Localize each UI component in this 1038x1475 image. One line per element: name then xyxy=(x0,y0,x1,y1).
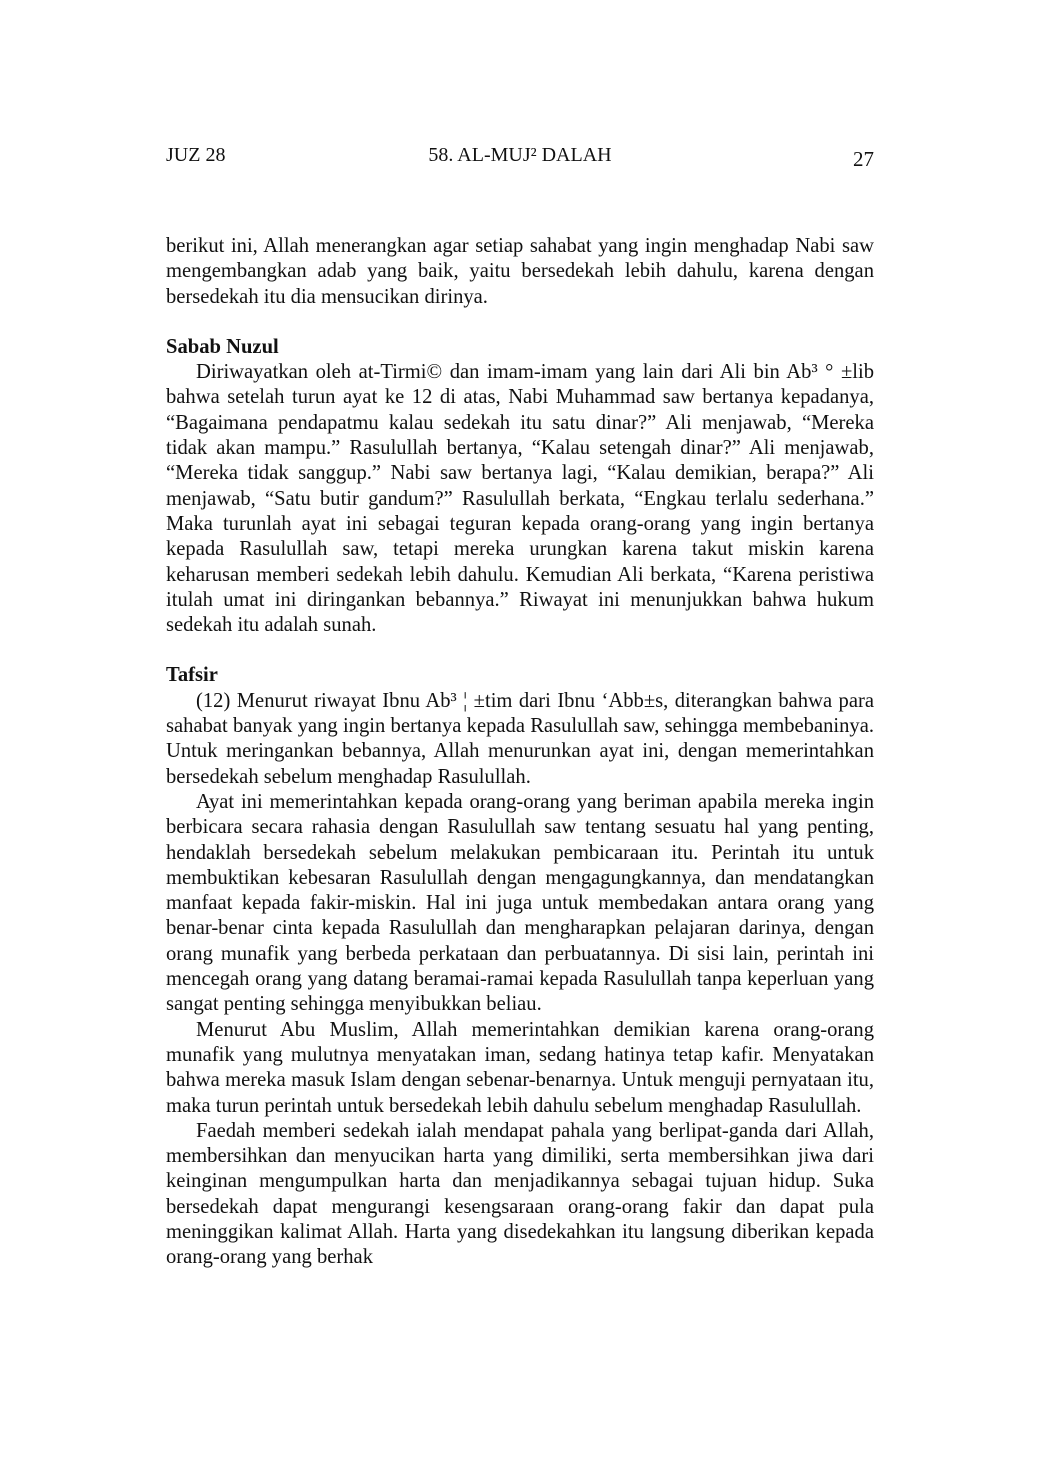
tafsir-paragraph: Ayat ini memerintahkan kepada orang-orang yang beriman apabila mereka ingin berbicara secara rahasia dengan Rasulullah saw tentang sesuatu hal yang penting, hendaklah bersedekah sebelum melakukan pembicaraan itu. Perintah itu untuk membuktikan kebesaran Rasulullah dengan mengagungkannya, dan mendatangkan manfaat kepada fakir-miskin. Hal ini juga untuk membedakan antara orang yang benar-benar cinta kepada Rasulullah dan mengharapkan pelajaran darinya, dengan orang munafik yang berbeda perkataan dan perbuatannya. Di sisi lain, perintah ini mencegah orang yang datang beramai-ramai kepada Rasulullah tanpa keperluan yang sangat penting sehingga menyibukkan beliau. xyxy=(166,790,874,1016)
juz-label: JUZ 28 xyxy=(166,144,226,166)
section-spacer xyxy=(166,638,874,663)
tafsir-heading: Tafsir xyxy=(166,664,218,687)
tafsir-paragraph: Menurut Abu Muslim, Allah memerintahkan demikian karena orang-orang munafik yang mulutnya menyatakan iman, sedang hatinya tetap kafir. Menyatakan bahwa mereka masuk Islam dengan sebenar-benarnya. Untuk menguji pernyataan itu, maka turun perintah untuk bersedekah lebih dahulu sebelum menghadap Rasulullah. xyxy=(166,1018,874,1117)
page-body xyxy=(166,234,874,1271)
page-number: 27 xyxy=(853,147,874,171)
sabab-nuzul-heading: Sabab Nuzul xyxy=(166,335,279,358)
sabab-nuzul-paragraph: Diriwayatkan oleh at-Tirmi© dan imam-imam yang lain dari Ali bin Ab³ ° ±lib bahwa setelah turun ayat ke 12 di atas, Nabi Muhammad saw bertanya kepadanya, “Bagaimana pendapatmu kalau sedekah itu satu dinar?” Ali menjawab, “Mereka tidak akan mampu.” Rasulullah bertanya, “Kalau setengah dinar?” Ali menjawab, “Mereka tidak sanggup.” Nabi saw bertanya lagi, “Kalau demikian, berapa?” Ali menjawab, “Satu butir gandum?” Rasulullah berkata, “Engkau terlalu sederhana.” Maka turunlah ayat ini sebagai teguran kepada orang-orang yang ingin bertanya kepada Rasulullah saw, tetapi mereka urungkan karena takut miskin karena keharusan memberi sedekah lebih dahulu. Kemudian Ali berkata, “Karena peristiwa itulah umat ini diringankan bebannya.” Riwayat ini menunjukkan bahwa hukum sedekah itu adalah sunah. xyxy=(166,361,874,637)
page-header xyxy=(166,144,874,176)
intro-paragraph: berikut ini, Allah menerangkan agar setiap sahabat yang ingin menghadap Nabi saw mengembangkan adab yang baik, yaitu bersedekah lebih dahulu, karena dengan bersedekah itu dia mensucikan dirinya. xyxy=(166,235,874,308)
tafsir-paragraph: Faedah memberi sedekah ialah mendapat pahala yang berlipat-ganda dari Allah, membersihkan dan menyucikan harta yang dimiliki, serta membersihkan jiwa dari keinginan mengumpulkan harta dan menjadikannya sebagai tujuan hidup. Suka bersedekah dapat mengurangi kesengsaraan orang-orang fakir dan dapat pula meninggikan kalimat Allah. Harta yang disedekahkan itu langsung diberikan kepada orang-orang yang berhak xyxy=(166,1119,874,1269)
tafsir-paragraph: (12) Menurut riwayat Ibnu Ab³ ¦ ±tim dari Ibnu ‘Abb±s, diterangkan bahwa para sahabat banyak yang ingin bertanya kepada Rasulullah saw, sehingga membebaninya. Untuk meringankan bebannya, Allah menurunkan ayat ini, dengan memerintahkan bersedekah sebelum menghadap Rasulullah. xyxy=(166,689,874,788)
surah-title: 58. AL-MUJ² DALAH xyxy=(428,144,612,166)
section-spacer xyxy=(166,310,874,335)
